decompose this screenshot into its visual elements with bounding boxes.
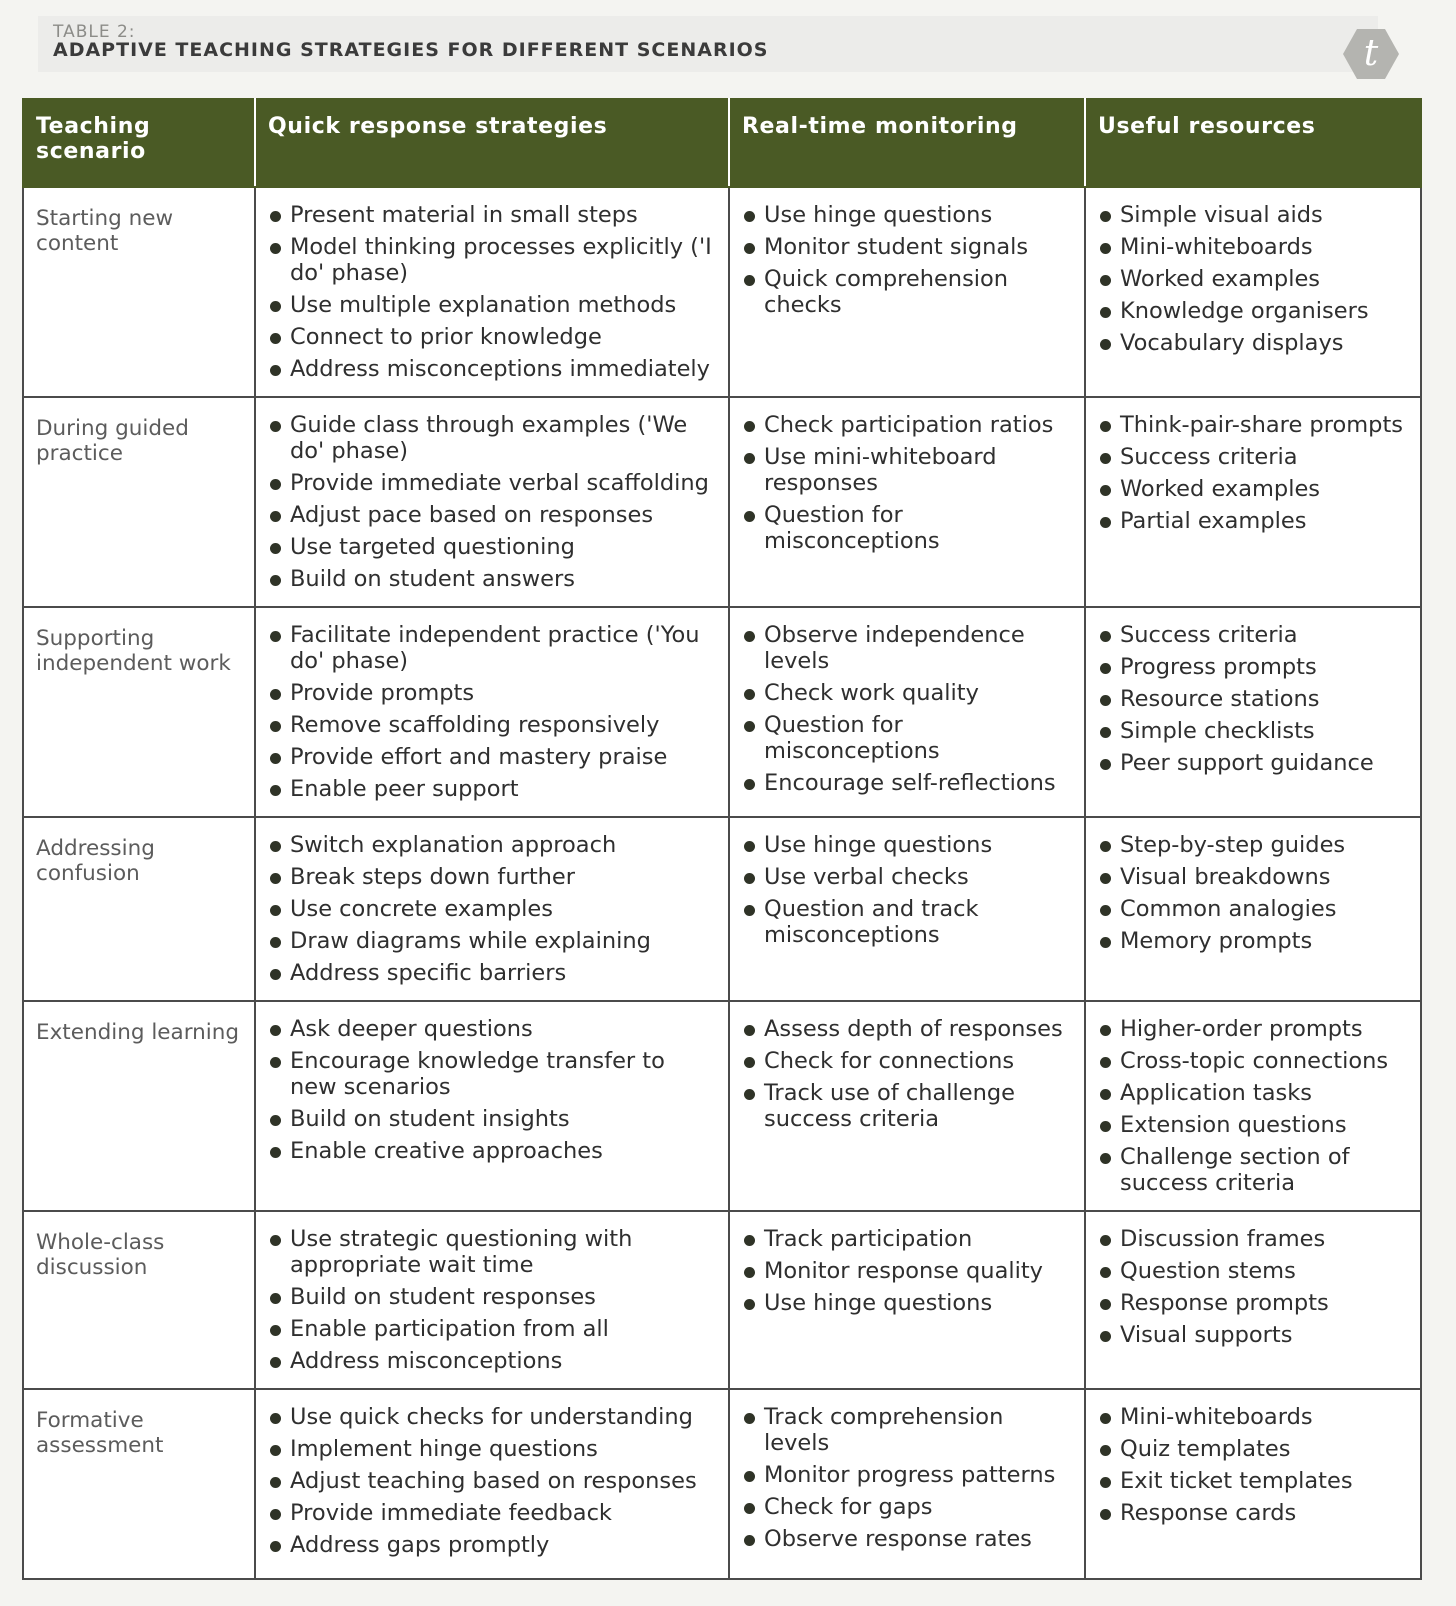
strategy-item: Break steps down further bbox=[268, 864, 716, 890]
strategy-item: Encourage knowledge transfer to new scenarios bbox=[268, 1048, 716, 1100]
resource-item: Peer support guidance bbox=[1098, 750, 1408, 776]
monitoring-item: Track use of challenge success criteria bbox=[742, 1080, 1072, 1132]
resource-cell bbox=[1085, 1001, 1421, 1211]
resource-item: Visual breakdowns bbox=[1098, 864, 1408, 890]
strategy-cell bbox=[255, 1389, 729, 1579]
resource-item: Question stems bbox=[1098, 1258, 1408, 1284]
monitoring-cell bbox=[729, 397, 1085, 607]
strategy-item: Enable peer support bbox=[268, 776, 716, 802]
strategy-item: Address misconceptions bbox=[268, 1348, 716, 1374]
strategy-item: Address specific barriers bbox=[268, 960, 716, 986]
scenario-cell: Whole-class discussion bbox=[23, 1211, 255, 1389]
strategy-item: Build on student insights bbox=[268, 1106, 716, 1132]
resource-item: Simple checklists bbox=[1098, 718, 1408, 744]
monitoring-item: Encourage self-reflections bbox=[742, 770, 1072, 796]
monitoring-item: Use hinge questions bbox=[742, 202, 1072, 228]
monitoring-item: Question for misconceptions bbox=[742, 712, 1072, 764]
resource-item: Higher-order prompts bbox=[1098, 1016, 1408, 1042]
strategy-cell bbox=[255, 607, 729, 817]
resource-list bbox=[1098, 1226, 1408, 1348]
resource-item: Memory prompts bbox=[1098, 928, 1408, 954]
monitoring-item: Track comprehension levels bbox=[742, 1404, 1072, 1456]
resource-item: Success criteria bbox=[1098, 444, 1408, 470]
table-number: TABLE 2: bbox=[53, 22, 136, 42]
strategy-item: Use multiple explanation methods bbox=[268, 292, 716, 318]
strategy-item: Facilitate independent practice ('You do' phase) bbox=[268, 622, 716, 674]
monitoring-item: Track participation bbox=[742, 1226, 1072, 1252]
resource-cell bbox=[1085, 187, 1421, 397]
strategy-item: Switch explanation approach bbox=[268, 832, 716, 858]
strategy-item: Provide effort and mastery praise bbox=[268, 744, 716, 770]
strategy-cell bbox=[255, 817, 729, 1001]
monitoring-item: Check work quality bbox=[742, 680, 1072, 706]
monitoring-item: Use hinge questions bbox=[742, 832, 1072, 858]
resource-item: Worked examples bbox=[1098, 266, 1408, 292]
strategy-item: Implement hinge questions bbox=[268, 1436, 716, 1462]
monitoring-cell bbox=[729, 607, 1085, 817]
strategy-item: Address misconceptions immediately bbox=[268, 356, 716, 382]
monitoring-item: Observe response rates bbox=[742, 1526, 1072, 1552]
strategy-cell bbox=[255, 1001, 729, 1211]
resource-cell bbox=[1085, 607, 1421, 817]
resource-item: Application tasks bbox=[1098, 1080, 1408, 1106]
resource-item: Quiz templates bbox=[1098, 1436, 1408, 1462]
monitoring-cell bbox=[729, 1001, 1085, 1211]
strategy-item: Enable creative approaches bbox=[268, 1138, 716, 1164]
resource-list bbox=[1098, 622, 1408, 776]
resource-item: Vocabulary displays bbox=[1098, 330, 1408, 356]
scenario-cell: Starting new content bbox=[23, 187, 255, 397]
strategy-item: Provide prompts bbox=[268, 680, 716, 706]
table-row bbox=[23, 187, 1421, 397]
strategy-list bbox=[268, 412, 716, 592]
table-row bbox=[23, 1001, 1421, 1211]
resource-item: Step-by-step guides bbox=[1098, 832, 1408, 858]
resource-item: Worked examples bbox=[1098, 476, 1408, 502]
resource-cell bbox=[1085, 1211, 1421, 1389]
resource-item: Mini-whiteboards bbox=[1098, 1404, 1408, 1430]
resource-item: Progress prompts bbox=[1098, 654, 1408, 680]
resource-list bbox=[1098, 1404, 1408, 1526]
resource-item: Common analogies bbox=[1098, 896, 1408, 922]
monitoring-cell bbox=[729, 817, 1085, 1001]
table-header-row bbox=[23, 99, 1421, 187]
strategy-item: Use concrete examples bbox=[268, 896, 716, 922]
monitoring-item: Question for misconceptions bbox=[742, 502, 1072, 554]
resource-item: Visual supports bbox=[1098, 1322, 1408, 1348]
header-teaching-scenario: Teaching scenario bbox=[23, 99, 255, 187]
resource-item: Success criteria bbox=[1098, 622, 1408, 648]
resource-item: Resource stations bbox=[1098, 686, 1408, 712]
table-row bbox=[23, 1389, 1421, 1579]
monitoring-cell bbox=[729, 1389, 1085, 1579]
resource-item: Cross-topic connections bbox=[1098, 1048, 1408, 1074]
resource-list bbox=[1098, 1016, 1408, 1196]
monitoring-list bbox=[742, 412, 1072, 554]
resource-item: Partial examples bbox=[1098, 508, 1408, 534]
monitoring-item: Use mini-whiteboard responses bbox=[742, 444, 1072, 496]
monitoring-item: Quick comprehension checks bbox=[742, 266, 1072, 318]
strategy-list bbox=[268, 1404, 716, 1558]
monitoring-list bbox=[742, 1016, 1072, 1132]
resource-cell bbox=[1085, 1389, 1421, 1579]
strategy-list bbox=[268, 1016, 716, 1164]
table-row bbox=[23, 1211, 1421, 1389]
strategy-item: Remove scaffolding responsively bbox=[268, 712, 716, 738]
scenario-cell: Supporting independent work bbox=[23, 607, 255, 817]
strategy-item: Use strategic questioning with appropriate wait time bbox=[268, 1226, 716, 1278]
header-real-time-monitoring: Real-time monitoring bbox=[729, 99, 1085, 187]
resource-item: Response cards bbox=[1098, 1500, 1408, 1526]
resource-item: Simple visual aids bbox=[1098, 202, 1408, 228]
strategies-table-container bbox=[22, 98, 1420, 1580]
strategy-list bbox=[268, 202, 716, 382]
resource-item: Think-pair-share prompts bbox=[1098, 412, 1408, 438]
resource-item: Mini-whiteboards bbox=[1098, 234, 1408, 260]
strategy-item: Adjust teaching based on responses bbox=[268, 1468, 716, 1494]
monitoring-item: Monitor response quality bbox=[742, 1258, 1072, 1284]
monitoring-cell bbox=[729, 1211, 1085, 1389]
header-useful-resources: Useful resources bbox=[1085, 99, 1421, 187]
monitoring-item: Monitor student signals bbox=[742, 234, 1072, 260]
resource-item: Discussion frames bbox=[1098, 1226, 1408, 1252]
hexagon-t-logo-icon bbox=[1342, 28, 1400, 80]
strategy-item: Build on student responses bbox=[268, 1284, 716, 1310]
strategy-item: Use quick checks for understanding bbox=[268, 1404, 716, 1430]
strategy-item: Guide class through examples ('We do' phase) bbox=[268, 412, 716, 464]
monitoring-item: Monitor progress patterns bbox=[742, 1462, 1072, 1488]
monitoring-cell bbox=[729, 187, 1085, 397]
table-row bbox=[23, 817, 1421, 1001]
strategy-cell bbox=[255, 1211, 729, 1389]
monitoring-item: Assess depth of responses bbox=[742, 1016, 1072, 1042]
strategy-cell bbox=[255, 397, 729, 607]
monitoring-item: Observe independence levels bbox=[742, 622, 1072, 674]
strategy-item: Adjust pace based on responses bbox=[268, 502, 716, 528]
resource-item: Exit ticket templates bbox=[1098, 1468, 1408, 1494]
strategies-table bbox=[22, 98, 1422, 1580]
strategy-item: Provide immediate verbal scaffolding bbox=[268, 470, 716, 496]
monitoring-item: Check for gaps bbox=[742, 1494, 1072, 1520]
scenario-cell: Extending learning bbox=[23, 1001, 255, 1211]
strategy-item: Draw diagrams while explaining bbox=[268, 928, 716, 954]
resource-list bbox=[1098, 202, 1408, 356]
monitoring-list bbox=[742, 832, 1072, 948]
header-quick-response-strategies: Quick response strategies bbox=[255, 99, 729, 187]
resource-item: Response prompts bbox=[1098, 1290, 1408, 1316]
monitoring-list bbox=[742, 1226, 1072, 1316]
resource-cell bbox=[1085, 817, 1421, 1001]
resource-item: Knowledge organisers bbox=[1098, 298, 1408, 324]
strategy-list bbox=[268, 622, 716, 802]
scenario-cell: During guided practice bbox=[23, 397, 255, 607]
strategy-cell bbox=[255, 187, 729, 397]
monitoring-item: Use verbal checks bbox=[742, 864, 1072, 890]
table-body bbox=[23, 187, 1421, 1579]
resource-item: Challenge section of success criteria bbox=[1098, 1144, 1408, 1196]
monitoring-item: Check for connections bbox=[742, 1048, 1072, 1074]
monitoring-list bbox=[742, 1404, 1072, 1552]
logo-letter: t bbox=[1363, 33, 1379, 74]
strategy-item: Use targeted questioning bbox=[268, 534, 716, 560]
monitoring-list bbox=[742, 622, 1072, 796]
scenario-cell: Formative assessment bbox=[23, 1389, 255, 1579]
resource-item: Extension questions bbox=[1098, 1112, 1408, 1138]
strategy-list bbox=[268, 1226, 716, 1374]
strategy-item: Connect to prior knowledge bbox=[268, 324, 716, 350]
strategy-item: Address gaps promptly bbox=[268, 1532, 716, 1558]
table-caption bbox=[38, 16, 1378, 72]
resource-cell bbox=[1085, 397, 1421, 607]
strategy-item: Provide immediate feedback bbox=[268, 1500, 716, 1526]
strategy-item: Model thinking processes explicitly ('I do' phase) bbox=[268, 234, 716, 286]
monitoring-item: Question and track misconceptions bbox=[742, 896, 1072, 948]
scenario-cell: Addressing confusion bbox=[23, 817, 255, 1001]
strategy-item: Present material in small steps bbox=[268, 202, 716, 228]
monitoring-item: Use hinge questions bbox=[742, 1290, 1072, 1316]
table-row bbox=[23, 397, 1421, 607]
strategy-item: Enable participation from all bbox=[268, 1316, 716, 1342]
strategy-item: Ask deeper questions bbox=[268, 1016, 716, 1042]
strategy-item: Build on student answers bbox=[268, 566, 716, 592]
resource-list bbox=[1098, 412, 1408, 534]
table-title: ADAPTIVE TEACHING STRATEGIES FOR DIFFERENT SCENARIOS bbox=[53, 39, 769, 61]
resource-list bbox=[1098, 832, 1408, 954]
monitoring-item: Check participation ratios bbox=[742, 412, 1072, 438]
strategy-list bbox=[268, 832, 716, 986]
monitoring-list bbox=[742, 202, 1072, 318]
table-row bbox=[23, 607, 1421, 817]
